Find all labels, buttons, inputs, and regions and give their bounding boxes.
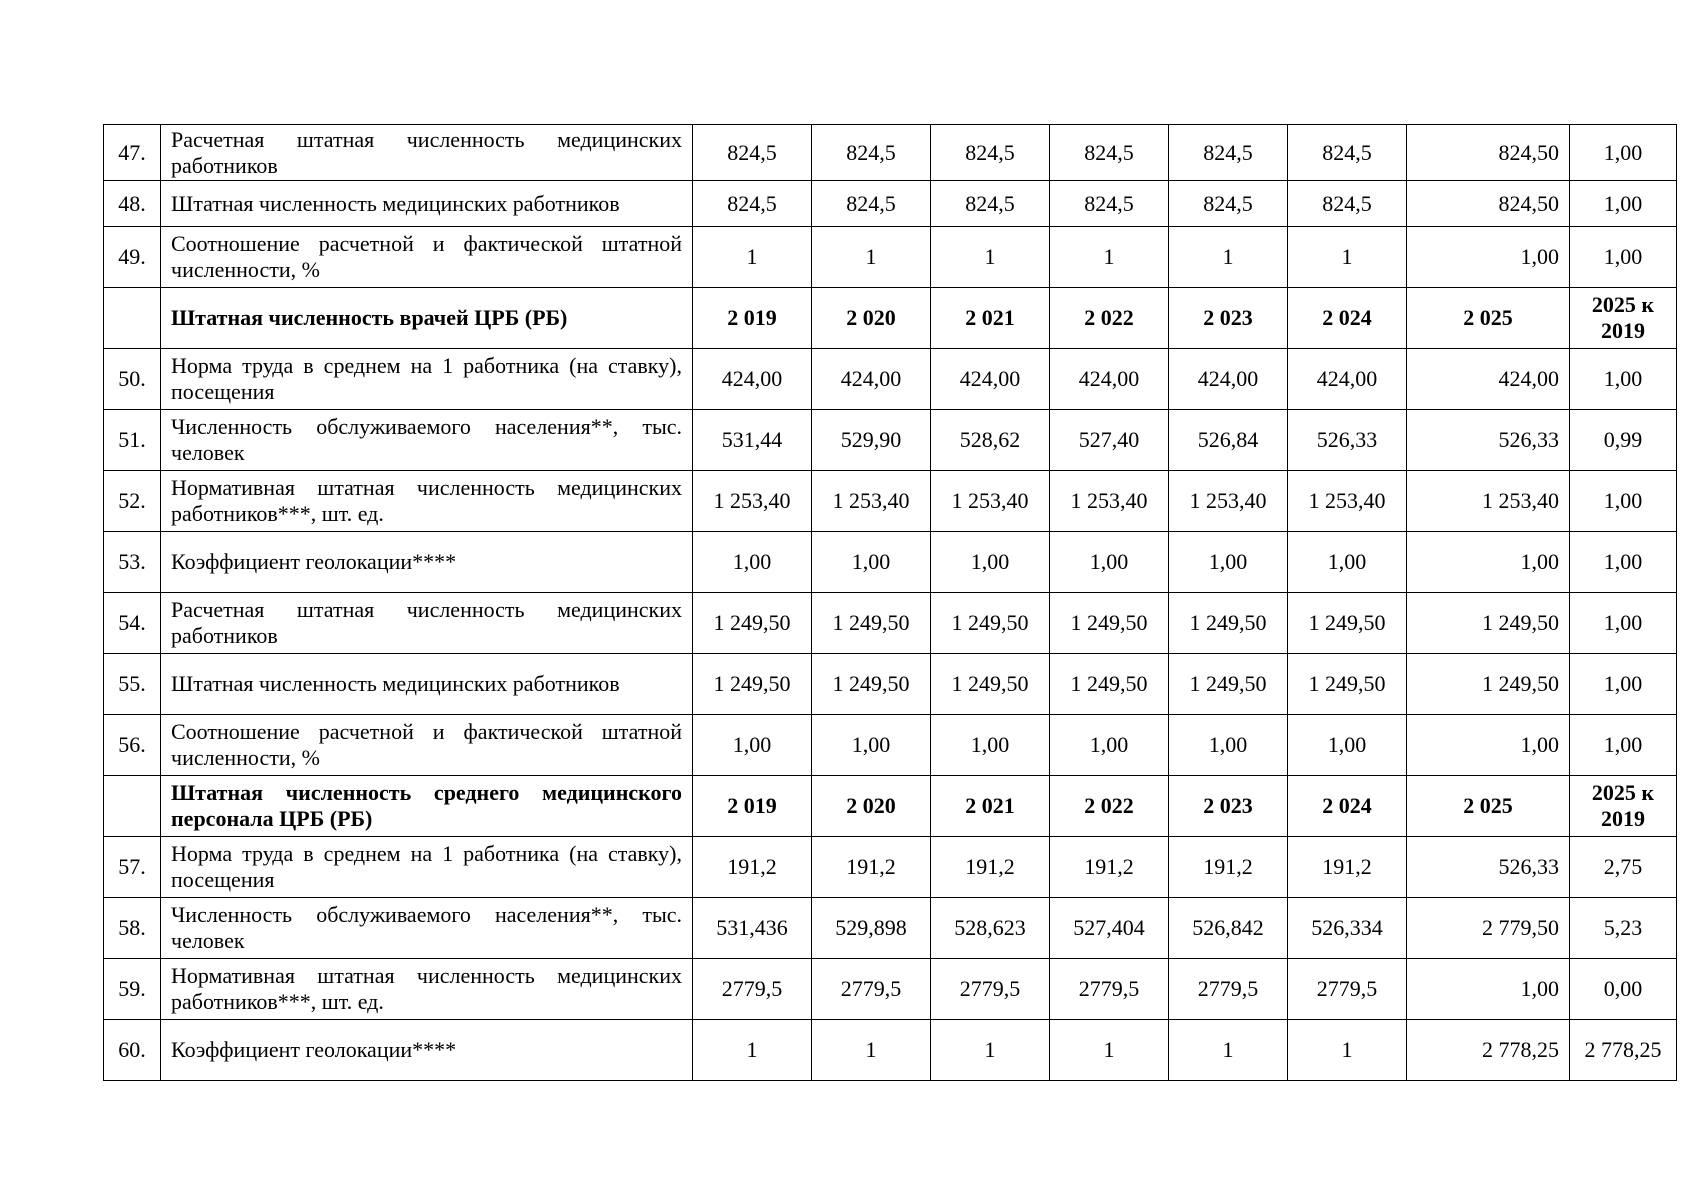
table-row (104, 654, 1677, 715)
value-cell: 1 253,40 (931, 471, 1050, 532)
row-label: Норма труда в среднем на 1 работника (на ставку), посещения (161, 349, 693, 410)
value-cell: 526,33 (1407, 410, 1570, 471)
row-number (104, 288, 161, 349)
value-cell: 424,00 (1169, 349, 1288, 410)
value-cell: 1,00 (1169, 715, 1288, 776)
table-row (104, 715, 1677, 776)
row-number: 52. (104, 471, 161, 532)
row-label: Коэффициент геолокации**** (161, 1020, 693, 1081)
value-cell: 824,50 (1407, 181, 1570, 227)
row-label: Норма труда в среднем на 1 работника (на ставку), посещения (161, 837, 693, 898)
value-cell: 1,00 (1570, 227, 1677, 288)
value-cell: 1 (1050, 227, 1169, 288)
value-cell: 2779,5 (812, 959, 931, 1020)
year-header-cell: 2 023 (1169, 776, 1288, 837)
value-cell: 526,84 (1169, 410, 1288, 471)
year-header-cell: 2 020 (812, 288, 931, 349)
year-header-cell: 2 025 (1407, 776, 1570, 837)
value-cell: 1,00 (1570, 349, 1677, 410)
value-cell: 1 (693, 1020, 812, 1081)
value-cell: 529,898 (812, 898, 931, 959)
table-row (104, 532, 1677, 593)
value-cell: 1 (1288, 227, 1407, 288)
value-cell: 1 249,50 (1169, 654, 1288, 715)
value-cell: 0,99 (1570, 410, 1677, 471)
value-cell: 1,00 (1570, 654, 1677, 715)
table-row (104, 471, 1677, 532)
value-cell: 1 249,50 (931, 654, 1050, 715)
value-cell: 191,2 (812, 837, 931, 898)
value-cell: 1,00 (931, 532, 1050, 593)
year-header-cell: 2 022 (1050, 776, 1169, 837)
year-header-cell: 2 023 (1169, 288, 1288, 349)
value-cell: 424,00 (1407, 349, 1570, 410)
value-cell: 1 253,40 (1407, 471, 1570, 532)
value-cell: 1,00 (812, 532, 931, 593)
table-row (104, 125, 1677, 181)
value-cell: 191,2 (931, 837, 1050, 898)
value-cell: 2,75 (1570, 837, 1677, 898)
value-cell: 191,2 (1050, 837, 1169, 898)
value-cell: 0,00 (1570, 959, 1677, 1020)
value-cell: 526,842 (1169, 898, 1288, 959)
table-row (104, 349, 1677, 410)
table-row (104, 898, 1677, 959)
value-cell: 1 249,50 (812, 593, 931, 654)
year-header-cell: 2025 к 2019 (1570, 288, 1677, 349)
value-cell: 1,00 (1050, 715, 1169, 776)
section-title: Штатная численность среднего медицинского персонала ЦРБ (РБ) (161, 776, 693, 837)
value-cell: 529,90 (812, 410, 931, 471)
staffing-table (103, 124, 1677, 1081)
value-cell: 424,00 (931, 349, 1050, 410)
value-cell: 1 249,50 (1407, 593, 1570, 654)
row-number: 56. (104, 715, 161, 776)
value-cell: 1,00 (1570, 593, 1677, 654)
row-label: Расчетная штатная численность медицинских работников (161, 125, 693, 181)
value-cell: 1 (1169, 1020, 1288, 1081)
value-cell: 526,334 (1288, 898, 1407, 959)
value-cell: 1 (812, 1020, 931, 1081)
value-cell: 1 249,50 (931, 593, 1050, 654)
value-cell: 2 778,25 (1570, 1020, 1677, 1081)
value-cell: 1 (1050, 1020, 1169, 1081)
year-header-cell: 2 021 (931, 288, 1050, 349)
value-cell: 1 249,50 (812, 654, 931, 715)
value-cell: 191,2 (1169, 837, 1288, 898)
table-row (104, 837, 1677, 898)
value-cell: 824,5 (1050, 181, 1169, 227)
value-cell: 1,00 (693, 715, 812, 776)
value-cell: 1,00 (693, 532, 812, 593)
value-cell: 1,00 (1407, 532, 1570, 593)
row-label: Расчетная штатная численность медицинских работников (161, 593, 693, 654)
value-cell: 2779,5 (931, 959, 1050, 1020)
row-number: 47. (104, 125, 161, 181)
value-cell: 1,00 (1570, 532, 1677, 593)
value-cell: 424,00 (1050, 349, 1169, 410)
section-header-row (104, 776, 1677, 837)
value-cell: 1,00 (931, 715, 1050, 776)
value-cell: 1 253,40 (1050, 471, 1169, 532)
value-cell: 1,00 (1288, 532, 1407, 593)
value-cell: 527,40 (1050, 410, 1169, 471)
value-cell: 1 253,40 (1288, 471, 1407, 532)
value-cell: 1,00 (1407, 227, 1570, 288)
value-cell: 2779,5 (1050, 959, 1169, 1020)
value-cell: 824,5 (931, 125, 1050, 181)
row-number: 57. (104, 837, 161, 898)
row-label: Штатная численность медицинских работников (161, 181, 693, 227)
row-number: 48. (104, 181, 161, 227)
year-header-cell: 2 020 (812, 776, 931, 837)
table-row (104, 1020, 1677, 1081)
value-cell: 824,5 (1050, 125, 1169, 181)
row-number: 60. (104, 1020, 161, 1081)
value-cell: 5,23 (1570, 898, 1677, 959)
value-cell: 1,00 (1407, 959, 1570, 1020)
value-cell: 2779,5 (693, 959, 812, 1020)
value-cell: 1 249,50 (1050, 654, 1169, 715)
value-cell: 1 249,50 (1169, 593, 1288, 654)
value-cell: 1 249,50 (1288, 654, 1407, 715)
value-cell: 824,50 (1407, 125, 1570, 181)
year-header-cell: 2 019 (693, 288, 812, 349)
table-row (104, 181, 1677, 227)
table-row (104, 227, 1677, 288)
value-cell: 527,404 (1050, 898, 1169, 959)
value-cell: 1 (693, 227, 812, 288)
value-cell: 424,00 (693, 349, 812, 410)
table-row (104, 593, 1677, 654)
row-number: 54. (104, 593, 161, 654)
year-header-cell: 2 024 (1288, 288, 1407, 349)
value-cell: 1 249,50 (693, 593, 812, 654)
row-label: Соотношение расчетной и фактической штатной численности, % (161, 227, 693, 288)
value-cell: 1,00 (1169, 532, 1288, 593)
value-cell: 1 253,40 (812, 471, 931, 532)
row-number (104, 776, 161, 837)
value-cell: 1,00 (1570, 125, 1677, 181)
row-number: 53. (104, 532, 161, 593)
value-cell: 824,5 (812, 125, 931, 181)
value-cell: 1 249,50 (1050, 593, 1169, 654)
value-cell: 1,00 (1570, 471, 1677, 532)
row-label: Соотношение расчетной и фактической штатной численности, % (161, 715, 693, 776)
row-number: 55. (104, 654, 161, 715)
row-label: Численность обслуживаемого населения**, тыс. человек (161, 898, 693, 959)
section-title: Штатная численность врачей ЦРБ (РБ) (161, 288, 693, 349)
value-cell: 824,5 (931, 181, 1050, 227)
value-cell: 1 249,50 (693, 654, 812, 715)
value-cell: 191,2 (693, 837, 812, 898)
row-number: 50. (104, 349, 161, 410)
value-cell: 2 779,50 (1407, 898, 1570, 959)
year-header-cell: 2 022 (1050, 288, 1169, 349)
row-label: Штатная численность медицинских работников (161, 654, 693, 715)
value-cell: 1 249,50 (1288, 593, 1407, 654)
value-cell: 1,00 (1570, 715, 1677, 776)
table-row (104, 959, 1677, 1020)
value-cell: 191,2 (1288, 837, 1407, 898)
value-cell: 824,5 (693, 181, 812, 227)
row-label: Нормативная штатная численность медицинских работников***, шт. ед. (161, 471, 693, 532)
value-cell: 824,5 (1169, 181, 1288, 227)
value-cell: 424,00 (1288, 349, 1407, 410)
value-cell: 1 253,40 (1169, 471, 1288, 532)
row-label: Коэффициент геолокации**** (161, 532, 693, 593)
value-cell: 531,436 (693, 898, 812, 959)
year-header-cell: 2 019 (693, 776, 812, 837)
value-cell: 1 (931, 1020, 1050, 1081)
value-cell: 824,5 (812, 181, 931, 227)
value-cell: 2779,5 (1169, 959, 1288, 1020)
value-cell: 526,33 (1407, 837, 1570, 898)
value-cell: 1 253,40 (693, 471, 812, 532)
value-cell: 1 (1288, 1020, 1407, 1081)
value-cell: 1,00 (1407, 715, 1570, 776)
value-cell: 528,623 (931, 898, 1050, 959)
row-label: Нормативная штатная численность медицинских работников***, шт. ед. (161, 959, 693, 1020)
row-label: Численность обслуживаемого населения**, тыс. человек (161, 410, 693, 471)
value-cell: 531,44 (693, 410, 812, 471)
table-row (104, 410, 1677, 471)
year-header-cell: 2 021 (931, 776, 1050, 837)
value-cell: 1 (1169, 227, 1288, 288)
value-cell: 1 (812, 227, 931, 288)
year-header-cell: 2025 к 2019 (1570, 776, 1677, 837)
value-cell: 2779,5 (1288, 959, 1407, 1020)
value-cell: 1,00 (1050, 532, 1169, 593)
row-number: 59. (104, 959, 161, 1020)
row-number: 49. (104, 227, 161, 288)
year-header-cell: 2 025 (1407, 288, 1570, 349)
value-cell: 1,00 (1288, 715, 1407, 776)
value-cell: 424,00 (812, 349, 931, 410)
year-header-cell: 2 024 (1288, 776, 1407, 837)
value-cell: 824,5 (693, 125, 812, 181)
value-cell: 1 249,50 (1407, 654, 1570, 715)
value-cell: 824,5 (1169, 125, 1288, 181)
row-number: 51. (104, 410, 161, 471)
value-cell: 824,5 (1288, 125, 1407, 181)
value-cell: 1 (931, 227, 1050, 288)
value-cell: 1,00 (1570, 181, 1677, 227)
value-cell: 526,33 (1288, 410, 1407, 471)
value-cell: 1,00 (812, 715, 931, 776)
section-header-row (104, 288, 1677, 349)
value-cell: 824,5 (1288, 181, 1407, 227)
value-cell: 528,62 (931, 410, 1050, 471)
row-number: 58. (104, 898, 161, 959)
value-cell: 2 778,25 (1407, 1020, 1570, 1081)
